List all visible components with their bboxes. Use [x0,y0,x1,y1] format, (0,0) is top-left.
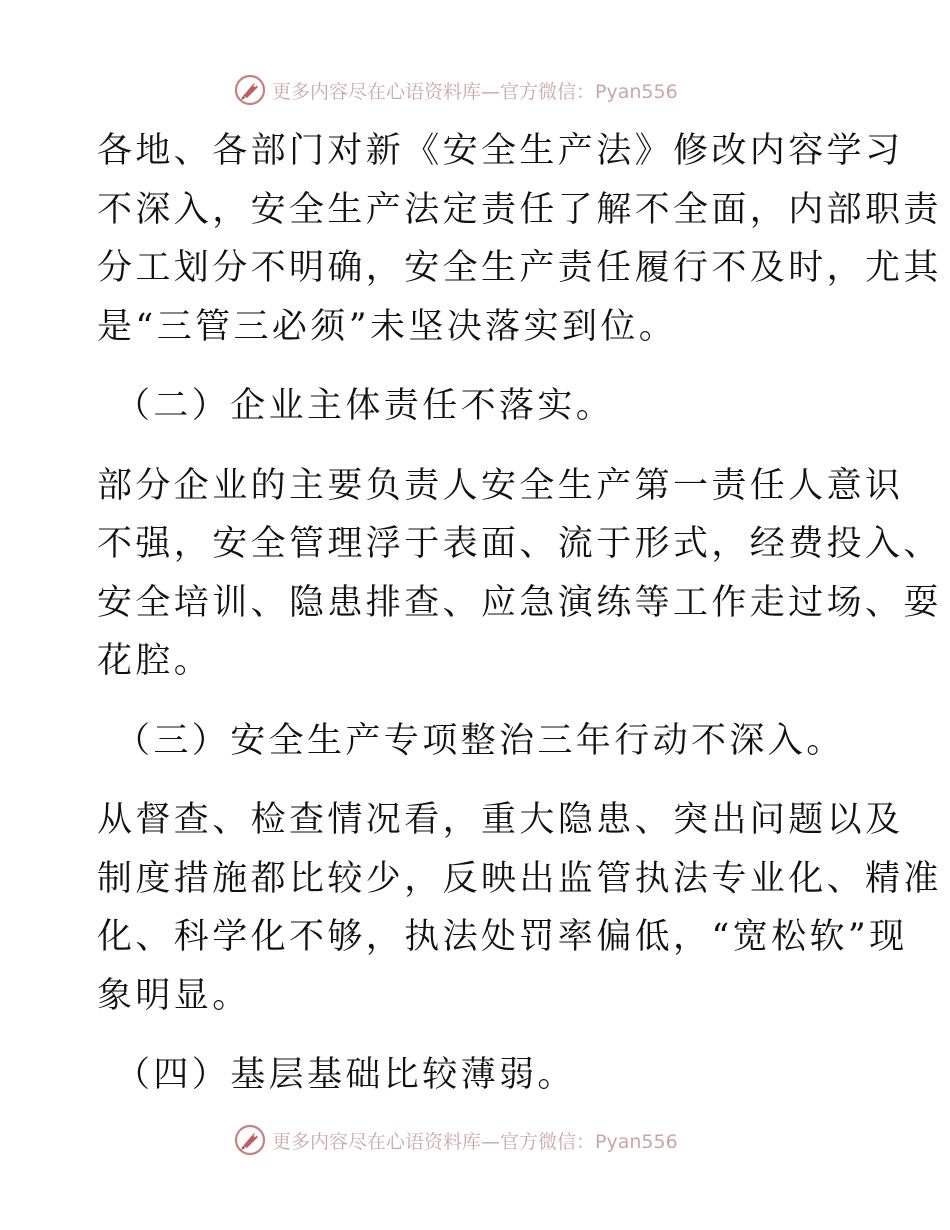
pen-nib-logo-icon [234,74,266,106]
text-line: 花腔。 [97,641,213,681]
text-line: 制度措施都比较少，反映出监管执法专业化、精准 [97,858,942,899]
paragraph-2 [97,457,942,691]
paragraph-1 [97,122,942,356]
text-line: 各地、各部门对新《安全生产法》修改内容学习 [97,131,904,171]
section-heading-4: （四）基层基础比较薄弱。 [115,1055,576,1095]
header-watermark-banner [234,72,678,108]
section-heading-2: （二）企业主体责任不落实。 [115,386,615,426]
text-line: 安全培训、隐患排查、应急演练等工作走过场、耍 [97,582,942,623]
text-line: 分工划分不明确，安全生产责任履行不及时，尤其 [97,248,942,288]
text-line: 从督查、检查情况看，重大隐患、突出问题以及 [97,800,904,840]
pen-nib-logo-icon [234,1124,266,1156]
watermark-text: 更多内容尽在心语资料库—官方微信：Pyan556 [272,1130,678,1153]
document-body [97,122,942,1126]
text-line: 不深入，安全生产法定责任了解不全面，内部职责 [97,189,942,230]
text-line: 不强，安全管理浮于表面、流于形式，经费投入、 [97,524,942,564]
text-line: 化、科学化不够，执法处罚率偏低，“宽松软”现 [97,917,908,957]
watermark-text: 更多内容尽在心语资料库—官方微信：Pyan556 [272,80,678,103]
text-line: 部分企业的主要负责人安全生产第一责任人意识 [97,465,904,506]
paragraph-3 [97,791,942,1025]
footer-watermark-banner [234,1122,678,1158]
text-line: 象明显。 [97,975,251,1016]
text-line: 是“三管三必须”未坚决落实到位。 [97,306,678,347]
section-heading-3: （三）安全生产专项整治三年行动不深入。 [115,720,845,761]
